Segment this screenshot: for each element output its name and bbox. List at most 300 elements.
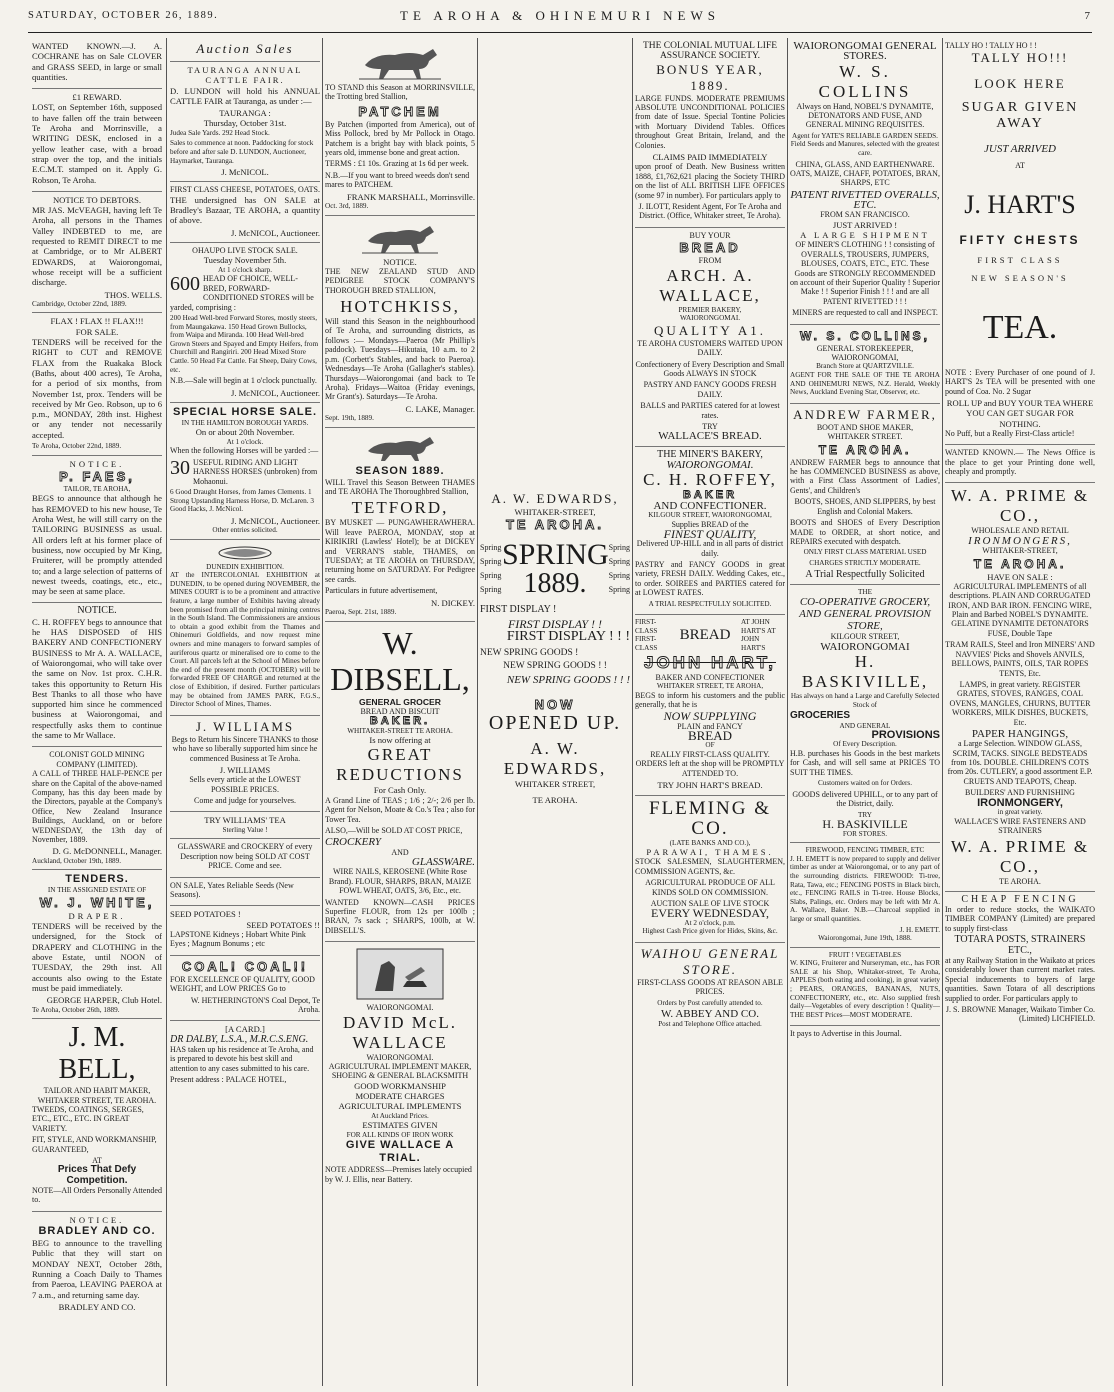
ad-text: THE undersigned has ON SALE at Bradley's Bazaar, TE AROHA, a quantity of above. (170, 194, 320, 226)
ad-arch-wallace (635, 228, 785, 447)
ad-king (790, 948, 940, 1027)
ad-text: TRAM RAILS, Steel and Iron MINERS' AND NAVVIES' Picks and Shovels ANVILS, BELLOWS, PAINTS, OILS, TAR ROPES TENTS, Etc. (945, 640, 1095, 678)
ad-signature: J. McNICOL. (221, 167, 269, 178)
ad-title: W. A. PRIME & CO., (950, 486, 1090, 526)
ad-text: MINERS are requested to call and INSPECT. (792, 308, 938, 318)
ad-text: GOOD WORKMANSHIP (354, 1080, 446, 1091)
ad-text: BEG to announce to the travelling Public that they will start on MONDAY NEXT, October 28th, Running a Coach Daily to Thames from Paeroa, LEAVING PAEROA at 7 a.m., and returning same day. (32, 1238, 162, 1300)
ad-text: PLAIN and FANCY (677, 721, 743, 731)
ad-signature: C. LAKE, Manager. (405, 403, 475, 414)
ad-fencing (945, 892, 1095, 1030)
ad-date: Te Aroha, October 22nd, 1889. (32, 441, 122, 450)
ad-heading: THE MINER'S BAKERY, (657, 448, 763, 460)
ad-title: W. J. WHITE, (39, 894, 155, 910)
ad-colonist (32, 747, 162, 870)
ad-signature: W. ABBEY AND CO. (661, 1008, 759, 1021)
ad-heading: HAVE ON SALE : (987, 571, 1053, 582)
ad-text: NOTE : Every Purchaser of one pound of J. HART'S 2s TEA will be presented with one pound of Coa. No. 2 Sugar (945, 367, 1095, 396)
ad-subheading: KILGOUR STREET, (830, 632, 900, 642)
ad-subheading: TAILOR AND HABIT MAKER, WHITAKER STREET, TE AROHA. (37, 1086, 157, 1105)
ad-advertise (790, 1026, 940, 1044)
ad-heading: NOTICE. (69, 1214, 125, 1225)
ad-text: AT (1015, 160, 1025, 170)
ad-subheading: FIRST CLASS (977, 255, 1063, 266)
ad-waihou (635, 943, 785, 1034)
ad-text: OF MINER'S CLOTHING ! ! consisting of OVERALLS, TROUSERS, JUMPERS, BLOUSES, COATS, ETC., ETC. These Goods are STRONGLY RECOMMENDED on account of their Superior Quality ! Superior Make ! ! Superior Finish ! ! ! and are all PATENT RIVETTED ! ! ! (790, 240, 940, 306)
ad-subheading: WAIORONGOMAI. (366, 1052, 434, 1062)
ad-heading: SEASON 1889. (355, 464, 445, 477)
ad-cochrane (32, 38, 162, 89)
first-display-1: FIRST DISPLAY ! (480, 604, 557, 616)
ad-text: ORDERS left at the shop will be PROMPTLY ATTENDED TO. (635, 759, 785, 778)
ad-emett (790, 843, 940, 948)
banner-left: FIRST-CLASS FIRST-CLASS (635, 618, 658, 653)
ad-text: TO STAND this Season at MORRINSVILLE, the Trotting bred Stallion, (325, 83, 475, 102)
ad-prime (945, 483, 1095, 891)
ad-subheading: WHITAKER STREET. (827, 432, 903, 442)
ad-text: Agent for YATE'S RELIABLE GARDEN SEEDS. Field Seeds and Manures, selected with the greatest care. (790, 131, 940, 157)
ad-farmer (790, 404, 940, 585)
ad-subheading: WHITAKER STREET, TE AROHA, (656, 682, 764, 691)
ad-subheading: Sterling Value ! (222, 825, 268, 834)
ad-text: TENDERS will be received by the undersigned, for the Stock of DRAPERY and CLOTHING in the above Estate, until NOON of TUESDAY, the 29th inst. All accounts also owing to the Estate must be paid immediately. (32, 921, 162, 993)
ad-text: 6 Good Draught Horses, from James Clements. 1 Strong Upstanding Harness Horse, D. McLaren. 3 Good Hacks, J. McNicol. (170, 487, 314, 514)
ad-text: No Puff, but a Really First-Class article! (945, 428, 1075, 438)
ad-text: upon proof of Death. New Business written 1888, £1,762,621 placing the Society THIRD on the list of ALL BRITISH LIFE OFFICES (some 97 in number). For particulars apply to (635, 162, 785, 200)
ad-heading: GROCERIES (790, 710, 851, 722)
ad-news-office (945, 445, 1095, 483)
column-rule (477, 38, 478, 1386)
ad-text: OF (705, 741, 715, 750)
ad-text: Delivered UP-HILL and in all parts of district daily. (636, 539, 784, 558)
ad-text: AGENT FOR THE SALE OF THE TE AROHA AND OHINEMURI NEWS, N.Z. Herald, Weekly News, Auckland Evening Star, Observer, etc. (790, 371, 940, 397)
ad-text: TRY (858, 810, 872, 819)
ad-date: Thursday, October 31st. (203, 118, 287, 129)
ad-text: AGRICULTURAL IMPLEMENT MAKER, (328, 1062, 472, 1072)
ad-signature: BRADLEY AND CO. (58, 1301, 136, 1312)
ad-text: 200 Head Well-bred Forward Stores, mostly steers, from Maungakawa. 150 Head Grown Bullocks, from Waipa and Miranda. 100 Head Well-bred Grown Steers and Spayed and Empty Heifers, from Churchill and Rangiriri. 200 Head Mixed Store Cattle. 50 Head Fat Cattle. Fat Sheep, Dairy Cows, etc. (170, 313, 319, 374)
ad-text: LOST, on September 16th, supposed to have fallen off the train between Te Aroha and Morrinsville, a WRITING DESK, enclosed in a yellow leather case, with a broad strap over the top, and the initials E.C.M.T. stamped on it. Apply G. Robson, Te Aroha. (32, 102, 162, 185)
ad-text: BEGS to announce that although he has REMOVED to his new house, Te Aroha West, he will still carry on the TAILORING BUSINESS as usual. All orders left at his former place of business, now occupied by Mr King, Fruiterer, will be promptly attended to; and a large selection of patterns of newest tweeds, coatings, etc., etc., may be seen at same place. (32, 493, 162, 597)
ad-text: A Grand Line of TEAS ; 1/6 ; 2/-; 2/6 per lb. Agent for Nelson, Moate & Co.'s Tea ; also for Tower Tea. (325, 795, 475, 824)
ad-text: ANDREW FARMER begs to announce that he has COMMENCED BUSINESS as above, with a First Class Assortment of Ladies', Gents', and Children's (790, 457, 940, 495)
ad-subheading: FOR SALE. (75, 326, 119, 337)
ad-subheading: AND CONFECTIONER. (653, 499, 767, 512)
crest-illustration (215, 545, 275, 561)
ad-heading: FRUIT ! VEGETABLES (828, 950, 902, 959)
ad-text: SHOEING & GENERAL BLACKSMITH (331, 1071, 469, 1081)
ad-heading: NOTICE. (69, 458, 125, 469)
ad-subheading: IRONMONGERS, (968, 534, 1072, 547)
ad-text: AT (92, 1155, 102, 1165)
ad-text: AGRICULTURAL IMPLEMENTS of all descriptions. PLAIN AND CORRUGATED IRON, AND BAR IRON. FENCING WIRE, Plain and Barbed NOBEL'S DYNAMITE. GELATINE DYNAMITE DETONATORS FUSE, Double Tape (948, 581, 1092, 638)
ad-subheading: A LARGE SHIPMENT (800, 230, 930, 241)
ad-text: TALLY HO ! TALLY HO ! ! (945, 41, 1037, 50)
ad-heading: CLAIMS PAID IMMEDIATELY (652, 152, 768, 163)
ad-glassware (170, 839, 320, 877)
ad-text: PASTRY AND FANCY GOODS FRESH DAILY. (643, 380, 777, 399)
ad-heading: QUALITY A1. (654, 322, 766, 338)
ad-heading: BONUS YEAR, 1889. (656, 61, 764, 93)
ad-subheading: WHITAKER STREET, (514, 779, 596, 790)
page-number: 7 (1084, 10, 1090, 22)
ad-cooperative (790, 585, 940, 843)
ad-title: W. A. PRIME & CO., (950, 837, 1090, 877)
ad-heading: TRY WILLIAMS' TEA (204, 815, 286, 826)
now-heading: NOW (534, 697, 576, 713)
ad-text: THE (858, 587, 872, 596)
ad-text: PASTRY and FANCY GOODS in great variety, FRESH DAILY. Wedding Cakes, etc., to order. SOIREES and PARTIES catered for at LOWEST RATES. (635, 560, 785, 598)
ad-subheading: IN THE ASSIGNED ESTATE OF (47, 886, 147, 895)
ad-bradley (32, 1212, 162, 1316)
ad-heading: PATENT RIVETTED OVERALLS, ETC. (790, 188, 940, 212)
ad-heading: GLASSWARE. (411, 856, 475, 869)
ad-heading: PAPER HANGINGS, (971, 727, 1069, 740)
first-display-2: FIRST DISPLAY ! ! (507, 616, 603, 631)
ad-heading: PROVISIONS (871, 729, 940, 742)
ad-title: TEA. (982, 308, 1058, 346)
ad-subheading: WAIORONGOMAI. (666, 459, 754, 472)
ad-heading: IRONMONGERY, (977, 796, 1063, 809)
ad-text: HEAD OF CHOICE, WELL-BRED, FORWARD-CONDITIONED STORES will be yarded, comprising : (170, 274, 314, 312)
issue-date: SATURDAY, OCTOBER 26, 1889. (28, 10, 219, 21)
ad-edwards (480, 488, 630, 810)
ad-roffey-notice (32, 603, 162, 747)
ad-text: Post and Telephone Office attached. (658, 1019, 762, 1028)
ad-text: D. LUNDON will hold his ANNUAL CATTLE FAIR at Tauranga, as under :— (170, 85, 320, 106)
ad-text: GLASSWARE and CROCKERY of every Description now being SOLD AT COST PRICE. Come and see. (177, 842, 313, 871)
ad-title: W. S. COLLINS (818, 61, 912, 101)
ad-heading: NOW SUPPLYING (663, 709, 757, 724)
ad-title: SUGAR GIVEN AWAY (961, 100, 1079, 132)
ad-patchem (325, 38, 475, 216)
ad-subheading: BAKER AND CONFECTIONER (655, 672, 765, 682)
column-rule (322, 38, 323, 1386)
ad-bell (32, 1019, 162, 1212)
ad-subheading: BREAD AND BISCUIT (360, 706, 440, 716)
bread-banner (635, 618, 785, 652)
ad-text: Confectionery of Every Description and Small Goods ALWAYS IN STOCK (635, 359, 785, 378)
ad-heading: JUST ARRIVED (984, 143, 1056, 156)
ad-text: H.B. purchases his Goods in the best markets for Cash, and will sell same at PRICES TO SUIT THE TIMES. (790, 749, 940, 777)
ad-title: PATCHEM (358, 103, 442, 119)
ad-heading: LOOK HERE (974, 76, 1066, 92)
ad-text: ALSO,—Will be SOLD AT COST PRICE, (325, 825, 463, 835)
ad-text: Particulars in future advertisement, (325, 586, 438, 596)
ad-subheading: NEW SEASON'S (971, 273, 1069, 284)
ad-heading: TOTARA POSTS, STRAINERS ETC., (954, 934, 1086, 956)
ad-title: FLEMING & CO. (649, 797, 771, 839)
banner-bread: BREAD (679, 627, 731, 644)
ad-text: Highest Cash Price given for Hides, Skins, &c. (642, 927, 778, 936)
ad-text: Always on Hand, NOBEL'S DYNAMITE, DETONATORS AND FUSE, AND GENERAL MINING REQUISITES. (796, 101, 934, 130)
ad-debtors (32, 192, 162, 314)
ad-text: W. KING, Fruiterer and Nurseryman, etc., has FOR SALE at his Shop, Whitaker-street, Te Aroha, APPLES (both eating and cooking), in great variety ; PEARS, ORANGES, BANANAS, NUTS, CONFECTIONERY, etc., etc. Also supplied fresh daily—Vegetables of every description ! Quality—THE BEST Prices—MOST MODERATE. (790, 959, 940, 1019)
ad-heading: BREAD (687, 728, 733, 744)
spring-block (480, 539, 630, 601)
ad-text: At 1 o'clock. (226, 437, 264, 446)
ad-text: TRY (702, 422, 718, 432)
ad-seed-potatoes (170, 906, 320, 955)
ad-text: BOOTS and SHOES of Every Description MADE to ORDER, at short notice, and REPAIRS executed with despatch. (790, 518, 940, 546)
ad-text: C. H. ROFFEY begs to announce that he HAS DISPOSED of HIS BAKERY AND CONFECTIONERY BUSINESS to Mr A. A. WALLACE, of Waiorongomai, who will take over the same on Nov. 1st prox. C.H.R. takes this opportunity to Return His Best Thanks to all those who have supported him since he commenced business at Waiorongomai, and respectfully asks them to continue the same to Mr Wallace. (32, 616, 162, 740)
ad-text: At Auckland Prices. (371, 1111, 429, 1120)
ad-title: SPECIAL HORSE SALE. (172, 405, 318, 418)
column-7 (945, 38, 1095, 1386)
ad-date: Te Aroha, October 26th, 1889. (32, 1005, 120, 1014)
ad-text: BY MUSKET — PUNGAWHERAWHERA. Will leave PAEROA, MONDAY, stop at KIRIKIRI (Lawless' Hotel); be at DICKEY and VERRAN'S stable, THAMES, on TUESDAY; at TE AROHA on THURSDAY, returning home on SATURDAY. For Pedigree see cards. (325, 518, 475, 584)
ad-text: WANTED KNOWN.—J. A. COCHRANE has on Sale CLOVER and GRASS SEED, in large or small quantities. (32, 41, 162, 82)
ad-heading: DUNEDIN EXHIBITION. (206, 562, 284, 571)
ad-subheading: BAKER. (369, 715, 431, 728)
ad-dibsell (325, 622, 475, 943)
ad-title: A. W. EDWARDS, (491, 491, 619, 506)
ad-title: H. BASKIVILLE (822, 817, 908, 832)
ad-williams-tea (170, 812, 320, 839)
ad-title: JOHN HART, (643, 652, 776, 672)
ad-text: Customers waited on for Orders. (817, 779, 913, 788)
ad-big-number: 30 (170, 456, 190, 479)
column-6 (790, 38, 940, 1386)
ad-text: AND GENERAL (839, 721, 891, 730)
ad-heading: FIRST CLASS CHEESE, POTATOES, OATS. (170, 185, 320, 195)
column-rule (787, 38, 788, 1386)
ad-dalby (170, 1021, 320, 1090)
ad-text: N.B.—If you want to breed weeds don't send mares to PATCHEM. (325, 170, 470, 190)
ad-text: REALLY FIRST-CLASS QUALITY. (650, 750, 770, 760)
ad-subheading: (LATE BANKS AND CO.), (669, 838, 751, 847)
banner-right: AT JOHN HART'S AT JOHN HART'S (741, 618, 776, 653)
column-1 (32, 38, 162, 1386)
ad-signature: N. DICKEY. (430, 597, 475, 608)
ad-signature: J. McNICOL, Auctioneer. (230, 515, 320, 526)
ad-text: Other entries solicited. (212, 526, 278, 535)
ad-title: J. WILLIAMS (195, 718, 295, 734)
ad-text: LAMPS, in great variety. REGISTER GRATES, STOVES, RANGES, COAL OVENS, MANGLES, CHURNS, BUTTER WORKERS, MILK DISHES, BUCKETS, Etc. (949, 679, 1091, 727)
ad-text: LARGE FUNDS. MODERATE PREMIUMS ABSOLUTE UNCONDITIONAL POLICIES from date of Issue. Special Tontine Policies with Mortuary Dividend Tables. Offices throughout Great Britain, Ireland, and the Colonies. (635, 93, 785, 150)
ad-title: ANDREW FARMER, (793, 406, 937, 422)
ad-heading: WAIORONGOMAI GENERAL STORES. (793, 40, 937, 63)
stallion-illustration (360, 221, 440, 255)
ad-text: TWEEDS, COATINGS, SERGES, ETC., ETC., ETC. IN GREAT VARIETY. (32, 1104, 144, 1133)
ad-heading: TENDERS. (65, 873, 129, 886)
ad-subheading: WHITAKER-STREET, (982, 546, 1058, 556)
ad-text: GOODS delivered UPHILL, or to any part of the District, daily. (792, 789, 938, 809)
ad-text: Has always on hand a Large and Carefully Selected Stock of (790, 692, 940, 709)
ad-text: AT the INTERCOLONIAL EXHIBITION at DUNEDIN, to be opened during NOVEMBER, the MINES COURT is to be a prominent and attractive feature, a large number of Exhibits having already been promised from all the principal mining centres in the South Island. The Commissioners are anxious to obtain a good exhibit from the Thames and Ohinemuri Goldfields, and now request mine owners and mine managers to forward samples of auriferous quartz or mineralised ore to come to the Court. All parcels left at the School of Mines before the end of the present month (OCTOBER) will be forwarded FREE OF CHARGE and returned at the close of Exhibition, if desired. Further particulars may be obtained from JAMES PARK, F.G.S., Director School of Mines, Thames. (170, 571, 320, 709)
ad-subheading: TAILOR, TE AROHA, (63, 484, 131, 493)
column-2 (170, 38, 320, 1386)
ad-text: TE AROHA CUSTOMERS WAITED UPON DAILY. (637, 338, 783, 358)
newspaper-title: TE AROHA & OHINEMURI NEWS (400, 8, 720, 23)
ad-text: Sells every article at the LOWEST POSSIBLE PRICES. (189, 775, 301, 794)
ad-text: It pays to Advertise in this Journal. (790, 1029, 902, 1039)
ad-subheading: TE AROHA. (973, 556, 1067, 571)
stallion-illustration (360, 433, 440, 463)
ad-text: FIT, STYLE, AND WORKMANSHIP, GUARANTEED, (32, 1135, 157, 1154)
ad-signature: J. S. BROWNE Manager, Waikato Timber Co. (Limited) LICHFIELD. (945, 1004, 1095, 1024)
ad-heading: SEED POTATOES ! (170, 909, 241, 920)
ad-text: CHINA, GLASS, AND EARTHENWARE. OATS, MAIZE, CHAFF, POTATOES, BRAN, SHARPS, ETC (790, 159, 940, 188)
ad-subheading: WAIORONGOMAI (820, 640, 910, 653)
ad-dunedin (170, 540, 320, 716)
ad-subheading: TE AROHA. (505, 517, 605, 533)
ad-text: N.B.—Sale will begin at 1 o'clock punctually. (170, 376, 317, 386)
ad-text: STOCK SALESMEN, SLAUGHTERMEN, COMMISSION AGENTS, &c. (635, 857, 785, 876)
ad-text: THE NEW ZEALAND STUD AND PEDIGREE STOCK COMPANY'S THOROUGH BRED STALLION, (325, 266, 475, 295)
ad-title: BRADLEY AND CO. (38, 1225, 156, 1238)
ad-title: HOTCHKISS, (340, 297, 460, 317)
ad-heading: EVERY WEDNESDAY, (650, 906, 769, 921)
ad-signature: GEORGE HARPER, Club Hotel. (46, 995, 162, 1006)
ad-heading: FINEST QUALITY, (663, 526, 757, 541)
ad-text: Present address : PALACE HOTEL, (170, 1075, 287, 1085)
ad-potatoes (170, 182, 320, 243)
ad-subheading: FROM SAN FRANCISCO. (820, 210, 910, 220)
ad-subheading: WAIORONGOMAI, (831, 353, 899, 363)
ad-subheading: FOR STORES. (842, 829, 888, 838)
ad-date: Waiorongomai, June 19th, 1888. (818, 934, 912, 943)
ad-john-hart (635, 615, 785, 795)
ad-text: HAS taken up his residence at Te Aroha, and is prepared to devote his best skill and attention to any cases submitted to his care. (170, 1044, 314, 1073)
ad-title: W. DIBSELL, (330, 624, 470, 697)
ad-text: WALLACE'S WIRE FASTENERS AND STRAINERS (954, 816, 1086, 835)
ad-white (32, 870, 162, 1019)
ad-text: TRY JOHN HART'S BREAD. (657, 780, 763, 791)
ad-tauranga (170, 62, 320, 182)
ad-subheading: DRAPER. (68, 910, 126, 921)
ad-date: Auckland, October 19th, 1889. (32, 856, 122, 865)
ad-text: NOTE—All Orders Personally Attended to. (32, 1185, 162, 1205)
ad-text: For Cash Only. (373, 785, 427, 796)
ad-text: BOOTS, SHOES, AND SLIPPERS, by best English and Colonial Makers. (794, 497, 936, 516)
ad-text: ONLY FIRST CLASS MATERIAL USED (803, 548, 927, 557)
ad-date: Oct. 3rd, 1889. (325, 201, 369, 210)
ad-text: MODERATE CHARGES (355, 1091, 445, 1102)
ad-colonial-mutual (635, 38, 785, 228)
spring-goods-2: NEW SPRING GOODS ! ! (503, 661, 607, 672)
ad-coal (170, 956, 320, 1022)
ad-text: a Large Selection. WINDOW GLASS, SCRIM, TACKS. SINGLE BEDSTEADS from 10s. DOUBLE. CHILDREN'S COTS from 20s. CUTLERY, a good assortment E.P. CRUETS AND TEAPOTS, Cheap. (947, 739, 1093, 786)
spring-side-right: Spring Spring Spring Spring (608, 543, 630, 595)
ad-fleming (635, 796, 785, 943)
ad-text: FOR EXCELLENCE OF QUALITY, GOOD WEIGHT, and LOW PRICES Go to (170, 974, 315, 994)
ad-williams (170, 716, 320, 813)
ad-heading: GREAT REDUCTIONS (336, 745, 464, 785)
ad-text: Of Every Description. (833, 740, 897, 749)
ad-subheading: TE AROHA. (532, 795, 578, 806)
ad-signature: W. HETHERINGTON'S Coal Depot, Te Aroha. (190, 995, 320, 1014)
ad-flax (32, 313, 162, 455)
ad-title: J. M. BELL, (58, 1022, 136, 1086)
ad-title: WAIHOU GENERAL STORE. (640, 945, 780, 977)
ad-text: ESTIMATES GIVEN (362, 1120, 438, 1131)
spring-heading: SPRING (502, 538, 609, 572)
ad-title: TETFORD, (351, 498, 449, 518)
ad-text: In order to reduce stocks, the WAIKATO TIMBER COMPANY (Limited) are prepared to supply first-class (945, 905, 1095, 933)
ad-heading: BREAD (679, 240, 741, 256)
ad-text: TERMS : £1 10s. Grazing at 1s 6d per week. (325, 159, 469, 169)
ad-heading: FLAX ! FLAX !! FLAX!!! (50, 316, 144, 327)
ad-text: Begs to Return his Sincere THANKS to those who have so liberally supported him since he commenced Business at Te Aroha. (171, 734, 319, 763)
ad-subheading: GENERAL STOREKEEPER, (816, 343, 914, 353)
blacksmith-illustration (355, 947, 445, 1001)
ad-tetford (325, 428, 475, 622)
ad-text: ON SALE, Yates Reliable Seeds (New Seasons). (170, 880, 294, 899)
ad-signature: J. McNICOL, Auctioneer. (230, 387, 320, 398)
ad-text: Come and judge for yourselves. (194, 796, 296, 806)
ad-title: W. S. COLLINS, (799, 328, 930, 343)
stallion-illustration (355, 43, 445, 81)
ad-subheading: WHITAKER-STREET TE AROHA. (347, 726, 453, 735)
ad-signature: FRANK MARSHALL, Morrinsville. (347, 191, 475, 202)
ad-title: A. W. EDWARDS, (503, 739, 607, 779)
ad-text: BUILDERS' AND FURNISHING (965, 788, 1075, 798)
ad-heading: NOTICE TO DEBTORS. (52, 194, 142, 205)
ad-signature: THOS. WELLS. (104, 289, 162, 300)
ad-big-number: 600 (170, 273, 200, 296)
ad-horse-sale (170, 403, 320, 540)
ad-heading: JUST ARRIVED ! (832, 219, 898, 230)
ad-text: At 1 o'clock sharp. (218, 265, 272, 274)
ad-subheading: Branch Store at QUARTZVILLE. (816, 362, 914, 371)
ad-text: AND (391, 847, 409, 857)
ad-heading: SEED POTATOES !! (246, 919, 320, 930)
ad-heading: ROLL UP and BUY YOUR TEA WHERE YOU CAN GET SUGAR FOR NOTHING. (946, 397, 1094, 429)
ad-text: Will stand this Season in the neighbourhood of Te Aroha, and surrounding districts, as follows :— Mondays—Paeroa (Mr Phillip's paddock). Tuesdays—Hikutaia, 10 a.m. to 2 p.m. (Corbett's Stables, and back to Paeroa). Wednesdays—Te Aroha (Gallagher's stables). Thursdays—Waiorongomai (and back to Te Aroha). Fridays—Waitoa (Friday evenings, Mr Grant's). Saturdays—Te Aroha. (325, 317, 475, 402)
ad-subheading: WHOLESALE AND RETAIL (971, 526, 1069, 536)
ad-date: Cambridge, October 22nd, 1889. (32, 299, 127, 308)
ad-text: BEGS to inform his customers and the public generally, that he is (635, 690, 785, 710)
ad-text: LAPSTONE Kidneys ; Hobart White Pink Eyes ; Magnum Bonums ; etc (170, 929, 306, 949)
ad-text: WILL Travel this Season Between THAMES and TE AROHA The Thoroughbred Stallion, (325, 477, 475, 497)
ad-signature: J. McNICOL, Auctioneer. (230, 227, 320, 238)
ad-text: By Patchen (imported from America), out of Miss Pollock, bred by Mr Pollock in Otago. Patchem is a bright bay with black points, 5 years old, immense bone and great action. (325, 119, 475, 158)
ad-subheading: GENERAL GROCER (359, 696, 441, 707)
ad-title: C. H. ROFFEY, (643, 470, 777, 490)
ad-roffey-bakery (635, 447, 785, 616)
first-display-3: FIRST DISPLAY ! ! ! (506, 628, 630, 644)
ad-subheading: KILGOUR STREET, WAIORONGOMAI, (648, 510, 772, 519)
ad-text: at any Railway Station in the Waikato at prices considerably lower than current market rates. Special inducements to buyers of large quantities. Sawn Totara of all descriptions supplied to order. For particulars apply to (945, 955, 1095, 1003)
ad-text: Orders by Post carefully attended to. (657, 998, 763, 1007)
column-5 (635, 38, 785, 1386)
ad-auction-header (170, 38, 320, 62)
ad-subheading: BOOT AND SHOE MAKER, (816, 422, 914, 432)
column-3 (325, 38, 475, 1386)
ad-text: IN THE HAMILTON BOROUGH YARDS. (181, 418, 309, 427)
ad-title: J. HART'S (964, 190, 1076, 220)
column-rule (632, 38, 633, 1386)
ad-reward (32, 89, 162, 192)
section-heading: Auction Sales (196, 41, 294, 56)
ad-subheading: PARAWAI, THAMES. (646, 847, 774, 858)
ad-subheading: TE AROHA. (999, 877, 1041, 887)
ad-text: AGRICULTURAL PRODUCE OF ALL KINDS SOLD ON COMMISSION. (645, 878, 775, 897)
ad-date: On or about 20th November. (195, 427, 295, 438)
ad-text: Supplies BREAD of the (671, 519, 749, 529)
ad-collins (790, 38, 940, 325)
ad-text: A CALL of THREE HALF-PENCE per share on the Capital of the above-named Company, has this day been made by the Directors, payable at the Company's Office, New Zealand Insurance Buildings, Auckland, on or before WEDNESDAY, the 13th day of November, 1889. (32, 769, 162, 844)
ad-heading: NOTICE. (383, 256, 417, 267)
ad-text: When the following Horses will be yarded :— (170, 446, 319, 456)
ad-faes (32, 456, 162, 604)
ad-text: Judea Sale Yards. 292 Head Stock. (170, 128, 270, 137)
column-rule (942, 38, 943, 1386)
ad-text: FOR ALL KINDS OF IRON WORK (346, 1130, 454, 1139)
ad-signature: J. WILLIAMS (219, 764, 271, 775)
ad-heading: TALLY HO!!! (971, 50, 1069, 66)
